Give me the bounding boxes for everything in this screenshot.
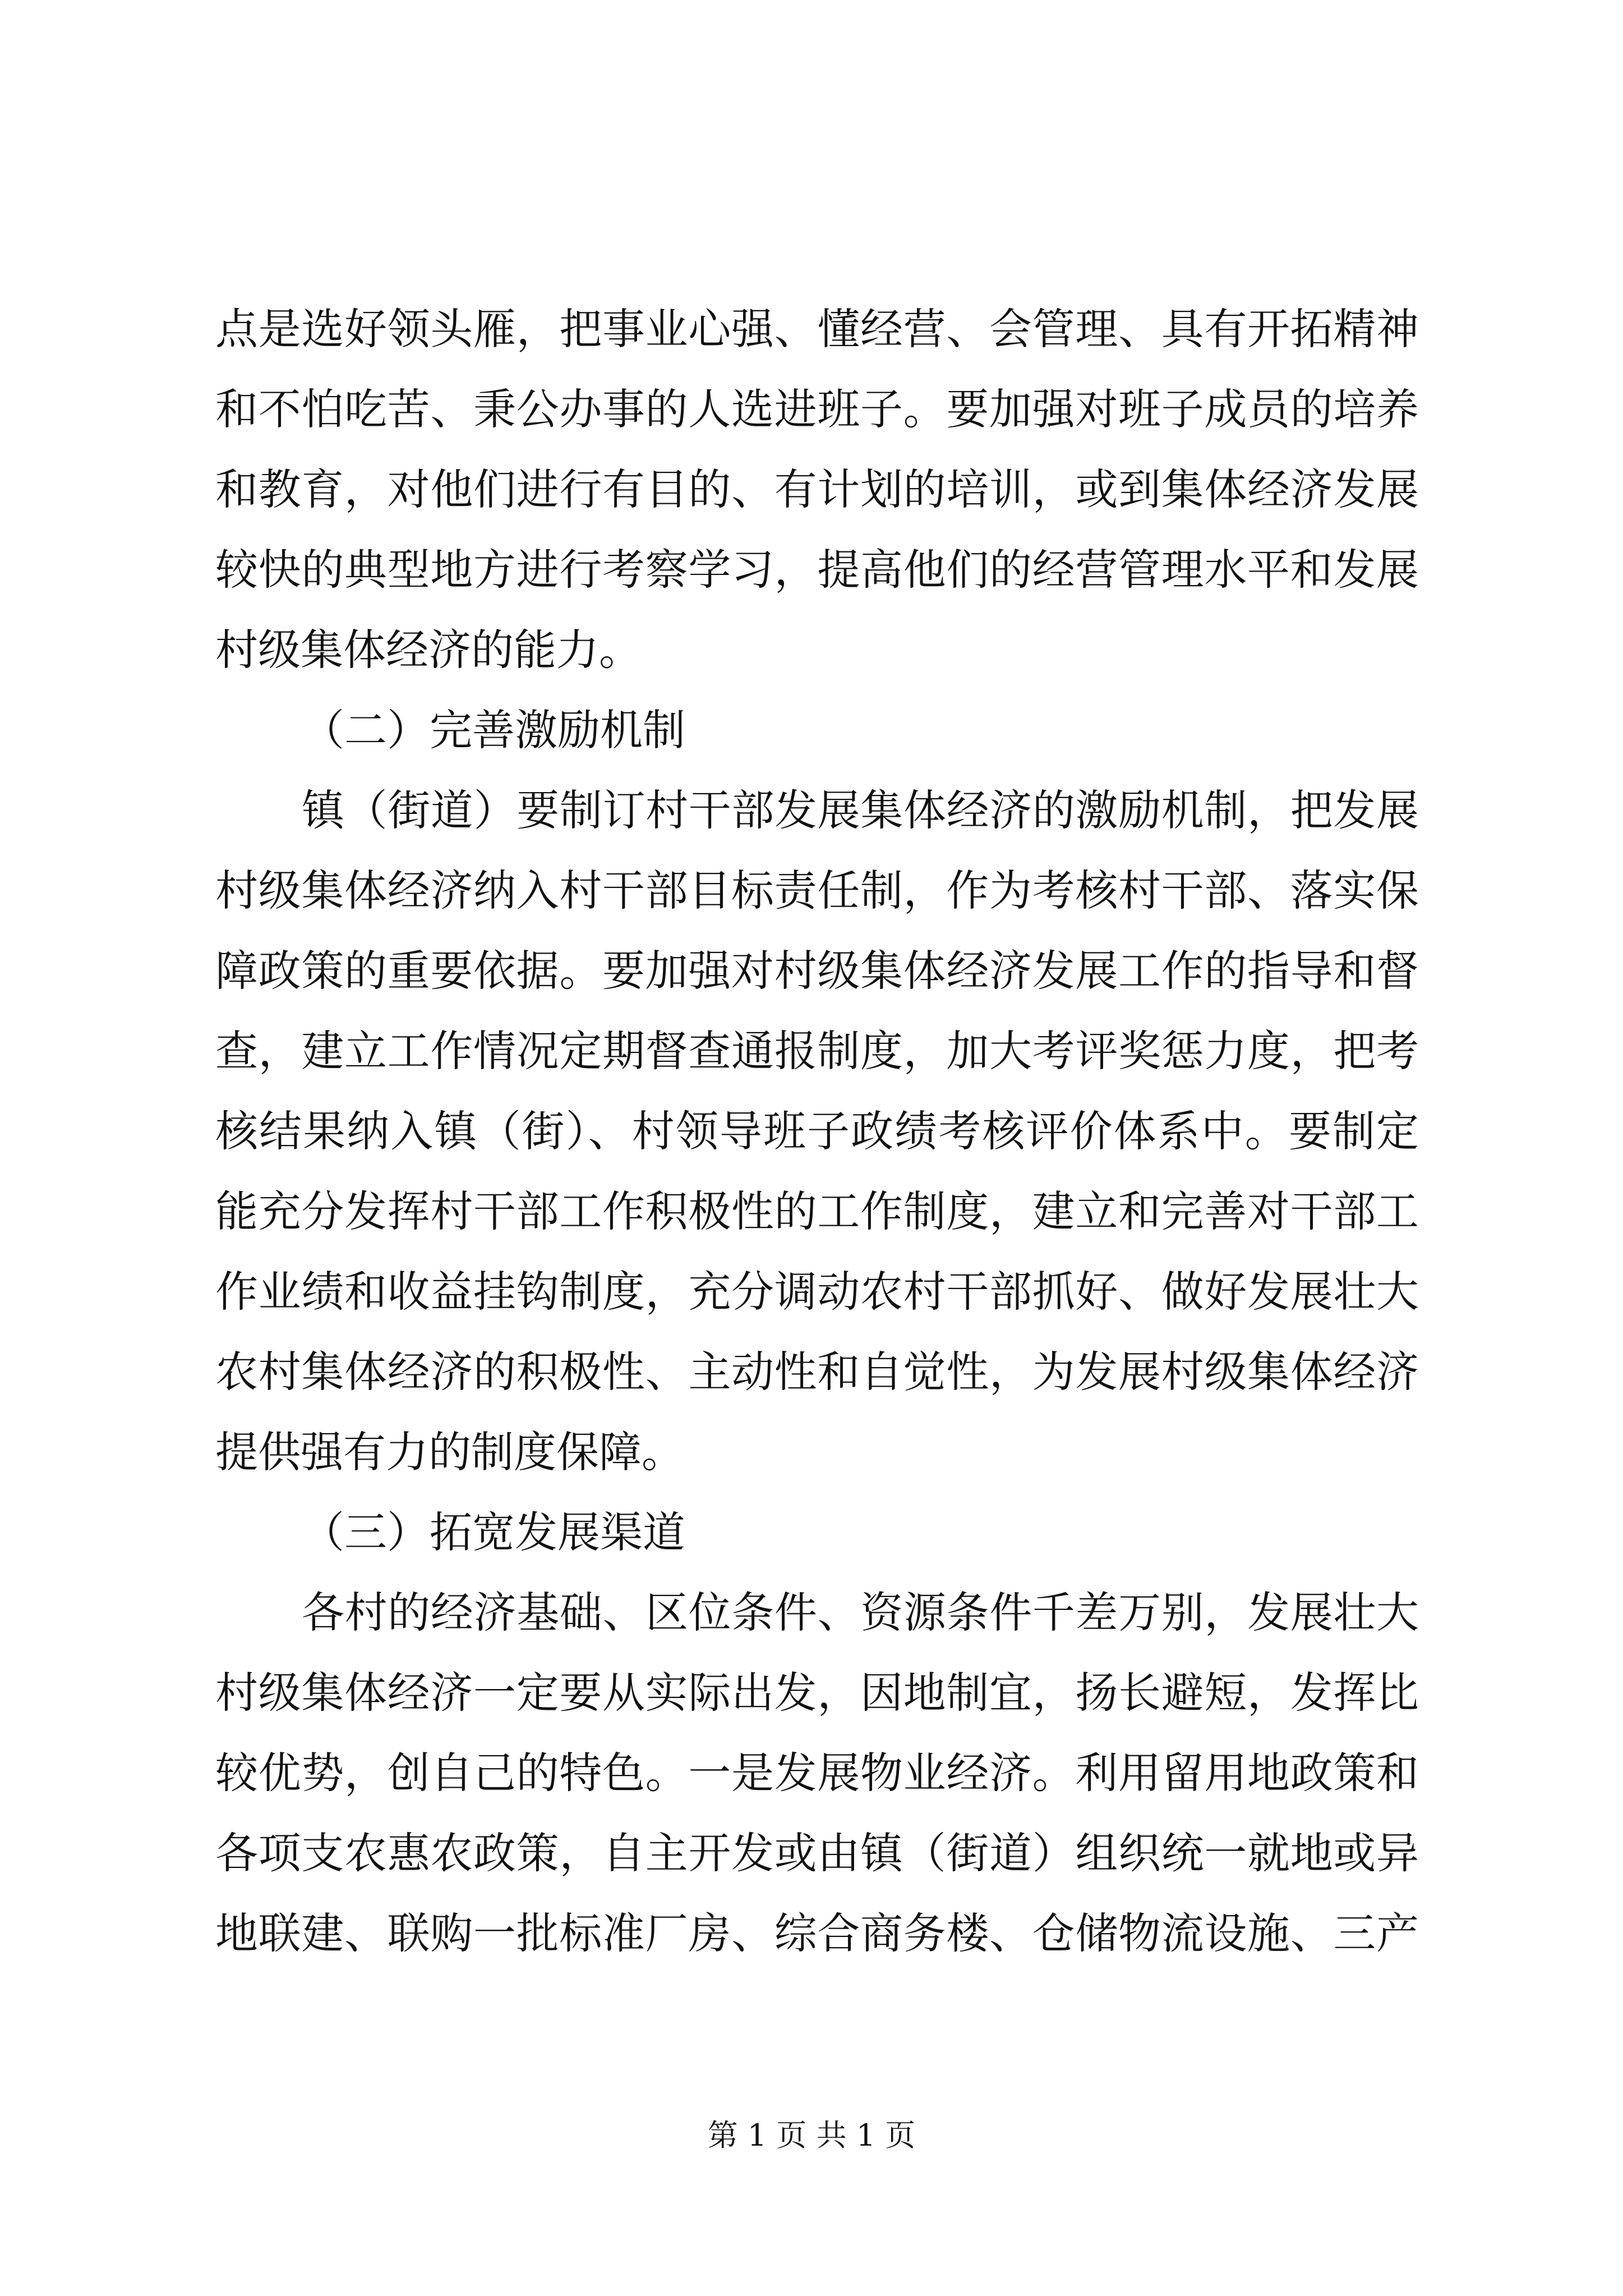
text-line: 镇（街道）要制订村干部发展集体经济的激励机制，把发展 bbox=[302, 785, 1419, 835]
text-line: 和教育，对他们进行有目的、有计划的培训，或到集体经济发展 bbox=[215, 464, 1419, 514]
text-line: 地联建、联购一批标准厂房、综合商务楼、仓储物流设施、三产 bbox=[215, 1908, 1419, 1958]
section-heading: （三）拓宽发展渠道 bbox=[302, 1507, 685, 1557]
text-line: 村级集体经济的能力。 bbox=[215, 625, 642, 675]
text-line: 各项支农惠农政策，自主开发或由镇（街道）组织统一就地或异 bbox=[215, 1828, 1419, 1878]
text-line: 较快的典型地方进行考察学习，提高他们的经营管理水平和发展 bbox=[215, 545, 1419, 595]
text-line: 作业绩和收益挂钩制度，充分调动农村干部抓好、做好发展壮大 bbox=[215, 1267, 1419, 1317]
text-line: 能充分发挥村干部工作积极性的工作制度，建立和完善对干部工 bbox=[215, 1186, 1419, 1236]
body-text bbox=[215, 289, 1419, 1973]
paragraph bbox=[215, 289, 1419, 690]
text-line: 障政策的重要依据。要加强对村级集体经济发展工作的指导和督 bbox=[215, 946, 1419, 996]
text-line: 提供强有力的制度保障。 bbox=[215, 1427, 684, 1477]
text-line: 各村的经济基础、区位条件、资源条件千差万别，发展壮大 bbox=[302, 1588, 1419, 1637]
page-footer bbox=[0, 2116, 1623, 2155]
page-number-label: 第 1 页 共 1 页 bbox=[707, 2118, 916, 2153]
text-line: 和不怕吃苦、秉公办事的人选进班子。要加强对班子成员的培养 bbox=[215, 384, 1419, 434]
text-line: 点是选好领头雁，把事业心强、懂经营、会管理、具有开拓精神 bbox=[215, 304, 1419, 354]
text-line: 村级集体经济一定要从实际出发，因地制宜，扬长避短，发挥比 bbox=[215, 1668, 1419, 1718]
text-line: 查，建立工作情况定期督查通报制度，加大考评奖惩力度，把考 bbox=[215, 1026, 1419, 1076]
paragraph bbox=[215, 1572, 1419, 1973]
text-line: 较优势，创自己的特色。一是发展物业经济。利用留用地政策和 bbox=[215, 1748, 1419, 1798]
section-heading: （二）完善激励机制 bbox=[302, 705, 685, 755]
text-line: 农村集体经济的积极性、主动性和自觉性，为发展村级集体经济 bbox=[215, 1347, 1419, 1397]
text-line: 村级集体经济纳入村干部目标责任制，作为考核村干部、落实保 bbox=[215, 866, 1419, 915]
paragraph bbox=[215, 770, 1419, 1492]
text-line: 核结果纳入镇（街）、村领导班子政绩考核评价体系中。要制定 bbox=[215, 1106, 1419, 1156]
